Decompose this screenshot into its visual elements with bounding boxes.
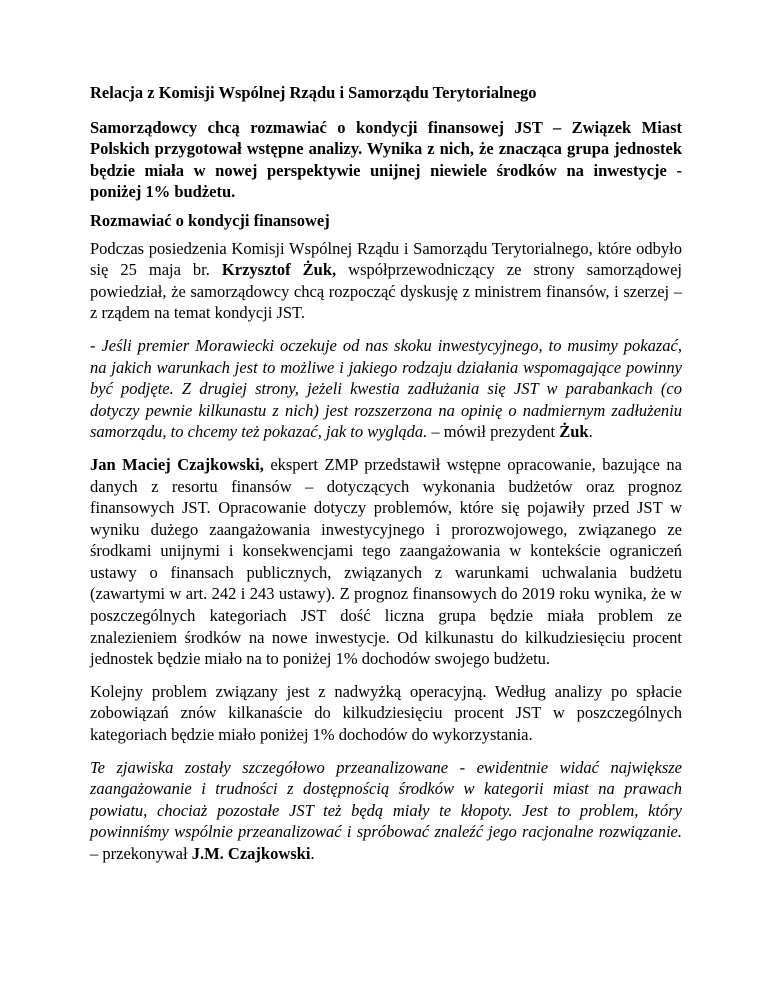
section-subheading: Rozmawiać o kondycji finansowej xyxy=(90,210,330,230)
quote-1-text: - Jeśli premier Morawiecki oczekuje od nas skoku inwestycyjnego, to musimy pokazać, na jakich warunkach jest to możliwe i jakiego rodzaju działania wspomagające powinny być podjęte. Z drugiej strony, jeżeli kwestia zadłużania się JST w parabankach (co dotyczy pewnie kilkunastu z nich) jest rozszerzona na opinię o nadmiernym zadłużeniu samorządu, to chcemy też pokazać, jak to wygląda. xyxy=(90,335,682,442)
document-title: Relacja z Komisji Wspólnej Rządu i Samorządu Terytorialnego xyxy=(90,83,537,102)
quote-2-attribution: – przekonywał xyxy=(90,844,188,863)
paragraph-1 xyxy=(90,238,682,324)
p1-speaker-name: Krzysztof Żuk, xyxy=(221,260,337,280)
document-page xyxy=(90,82,682,876)
quote-paragraph-1 xyxy=(90,335,682,443)
paragraph-2 xyxy=(90,454,682,670)
quote-2-speaker: J.M. Czajkowski xyxy=(191,844,311,863)
lead-paragraph: Samorządowcy chcą rozmawiać o kondycji finansowej JST – Związek Miast Polskich przygotował wstępne analizy. Wynika z nich, że znacząca grupa jednostek będzie miała w nowej perspektywie unijnej niewiele środków na inwestycje - poniżej 1% budżetu. xyxy=(90,117,682,202)
p1-text-after: współprzewodniczący ze strony samorządowej powiedział, że samorządowcy chcą rozpocząć dyskusję z ministrem finansów, i szerzej – z rządem na temat kondycji JST. xyxy=(90,260,682,323)
p1-text-before: Podczas posiedzenia Komisji Wspólnej Rządu i Samorządu Terytorialnego, które odbyło się 25 maja br. xyxy=(90,238,682,280)
quote-1-end: . xyxy=(588,422,593,442)
quote-1-attribution: – mówił prezydent xyxy=(431,422,556,442)
p2-text: ekspert ZMP przedstawił wstępne opracowanie, bazujące na danych z resortu finansów – dotyczących wykonania budżetów oraz prognoz finansowych JST. Opracowanie dotyczy problemów, które się pojawiły przed JST w wyniku dużego zaangażowania inwestycyjnego i prorozwojowego, związanego ze środkami unijnymi i konsekwencjami tego zaangażowania w kontekście ograniczeń ustawy o finansach publicznych, związanych z warunkami uchwalania budżetu (zawartymi w art. 242 i 243 ustawy). Z prognoz finansowych do 2019 roku wynika, że w poszczególnych kategoriach JST dość liczna grupa będzie miała problem ze znalezieniem środków na nowe inwestycje. Od kilkunastu do kilkudziesięciu procent jednostek będzie miało na to poniżej 1% dochodów swojego budżetu. xyxy=(90,454,682,669)
quote-paragraph-2 xyxy=(90,757,682,865)
quote-2-end: . xyxy=(310,844,315,863)
paragraph-3: Kolejny problem związany jest z nadwyżką operacyjną. Według analizy po spłacie zobowiązań znów kilkanaście do kilkudziesięciu procent JST w poszczególnych kategoriach będzie miało poniżej 1% dochodów do wykorzystania. xyxy=(90,681,682,745)
p2-expert-name: Jan Maciej Czajkowski, xyxy=(90,454,264,474)
quote-2-text: Te zjawiska zostały szczegółowo przeanalizowane - ewidentnie widać największe zaangażowanie i trudności z dostępnością środków w kategorii miast na prawach powiatu, chociaż pozostałe JST też będą miały te kłopoty. Jest to problem, który powinniśmy wspólnie przeanalizować i spróbować znaleźć jego racjonalne rozwiązanie. xyxy=(90,757,682,842)
quote-1-speaker: Żuk xyxy=(559,422,589,442)
